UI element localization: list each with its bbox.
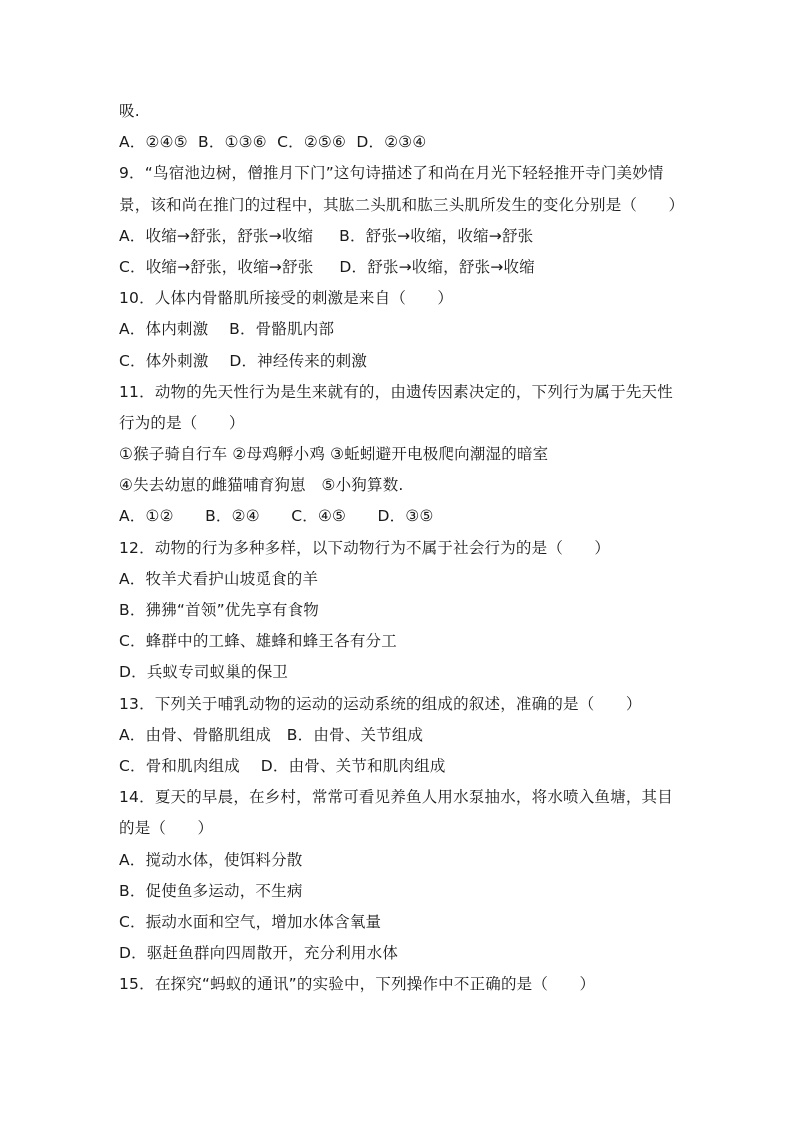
question-12-stem: 12．动物的行为多种多样，以下动物行为不属于社会行为的是（ ） — [119, 538, 611, 557]
question-8-options: A．②④⑤ B．①③⑥ C．②⑤⑥ D．②③④ — [119, 133, 427, 152]
question-14-option-d: D．驱赶鱼群向四周散开，充分利用水体 — [119, 944, 399, 963]
question-12-option-d: D．兵蚁专司蚁巢的保卫 — [119, 663, 289, 682]
question-9-stem: 9．“鸟宿池边树，僧推月下门”这句诗描述了和尚在月光下轻轻推开寺门美妙情 — [119, 164, 664, 183]
question-14-stem: 14．夏天的早晨，在乡村，常常可看见养鱼人用水泵抽水，将水喷入鱼塘，其目 — [119, 788, 673, 807]
text-line: 吸. — [119, 102, 140, 120]
question-12-option-b: B．狒狒“首领”优先享有食物 — [119, 601, 319, 619]
question-9-stem-cont: 景，该和尚在推门的过程中，其肱二头肌和肱三头肌所发生的变化分别是（ ） — [119, 195, 685, 214]
question-13-options-cd: C．骨和肌肉组成 D．由骨、关节和肌肉组成 — [119, 756, 446, 775]
question-12-option-c: C．蜂群中的工蜂、雄蜂和蜂王各有分工 — [119, 632, 397, 651]
question-13-options-ab: A．由骨、骨骼肌组成 B．由骨、关节组成 — [119, 725, 424, 744]
question-11-items: ①猴子骑自行车 ②母鸡孵小鸡 ③蚯蚓避开电极爬向潮湿的暗室 — [119, 445, 549, 464]
question-11-options: A．①② B．②④ C．④⑤ D．③⑤ — [119, 507, 434, 526]
question-11-items-cont: ④失去幼崽的雌猫哺育狗崽 ⑤小狗算数. — [119, 476, 404, 495]
question-14-stem-cont: 的是（ ） — [119, 819, 214, 838]
question-14-option-c: C．振动水面和空气，增加水体含氧量 — [119, 912, 382, 931]
exam-question-text — [119, 96, 694, 1000]
question-9-options-cd: C．收缩→舒张，收缩→舒张 D．舒张→收缩，舒张→收缩 — [119, 257, 535, 276]
question-10-options-cd: C．体外刺激 D．神经传来的刺激 — [119, 351, 368, 370]
question-11-stem-cont: 行为的是（ ） — [119, 413, 245, 432]
question-10-stem: 10．人体内骨骼肌所接受的刺激是来自（ ） — [119, 289, 454, 308]
question-11-stem: 11．动物的先天性行为是生来就有的，由遗传因素决定的，下列行为属于先天性 — [119, 382, 673, 401]
question-14-option-a: A．搅动水体，使饵料分散 — [119, 850, 303, 869]
question-12-option-a: A．牧羊犬看护山坡觅食的羊 — [119, 569, 319, 588]
question-13-stem: 13．下列关于哺乳动物的运动的运动系统的组成的叙述，准确的是（ ） — [119, 694, 642, 713]
question-10-options-ab: A．体内刺激 B．骨骼肌内部 — [119, 320, 335, 339]
question-9-options-ab: A．收缩→舒张，舒张→收缩 B．舒张→收缩，收缩→舒张 — [119, 226, 534, 245]
question-15-stem: 15．在探究“蚂蚁的通讯”的实验中，下列操作中不正确的是（ ） — [119, 975, 596, 994]
question-14-option-b: B．促使鱼多运动，不生病 — [119, 881, 303, 900]
